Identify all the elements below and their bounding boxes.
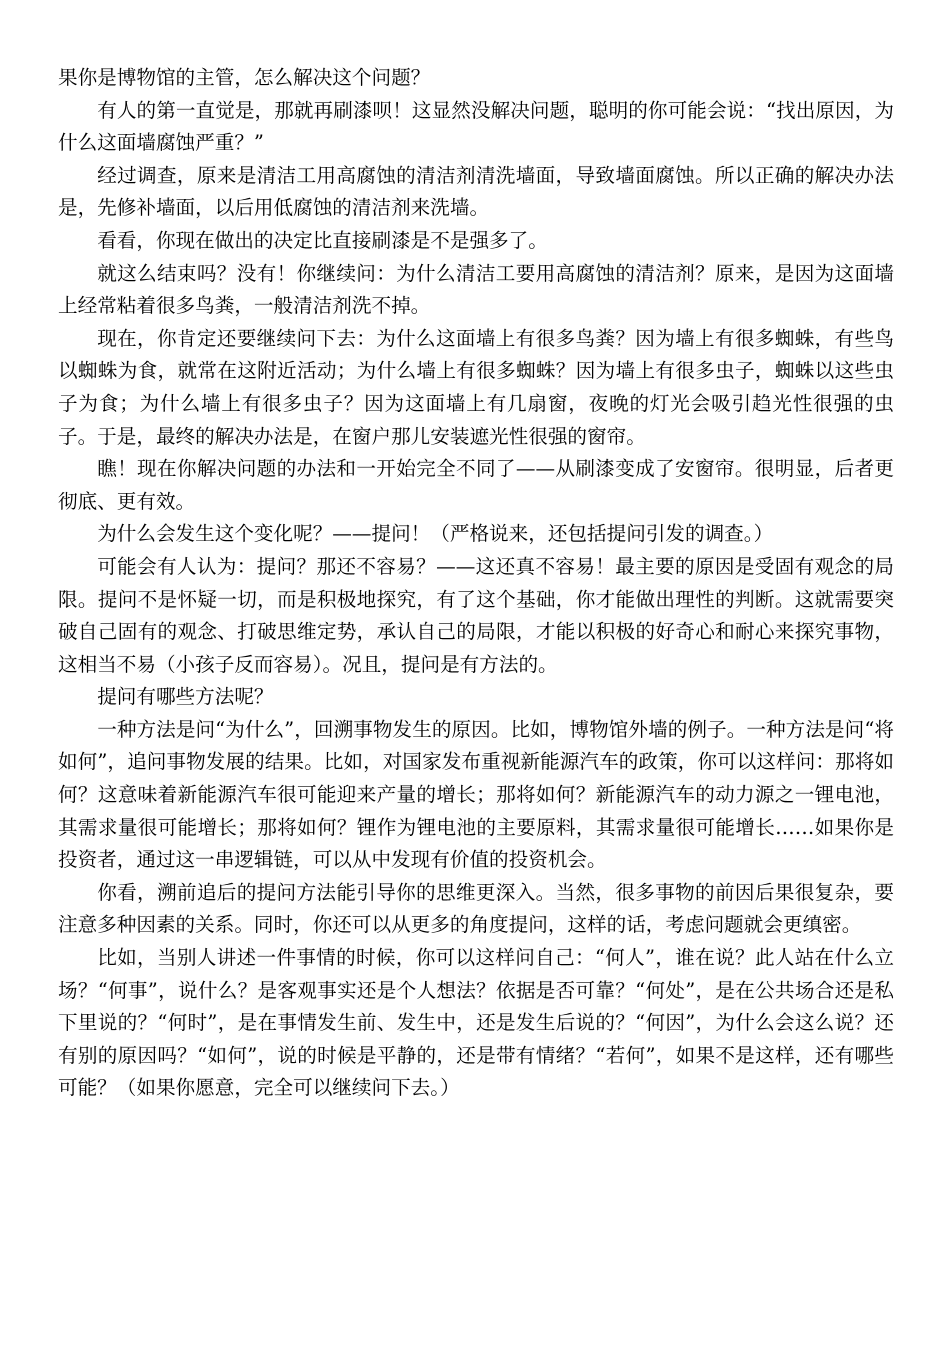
paragraph-4: 看看，你现在做出的决定比直接刷漆是不是强多了。 [97,228,548,252]
paragraph-12: 你看，溯前追后的提问方法能引导你的思维更深入。当然，很多事物的前因后果很复杂，要注意多种因素的关系。同时，你还可以从更多的角度提问，这样的话，考虑问题就会更缜密。 [58,880,894,937]
paragraph-5: 就这么结束吗？没有！你继续问：为什么清洁工要用高腐蚀的清洁剂？原来，是因为这面墙上经常粘着很多鸟粪，一般清洁剂洗不掉。 [58,261,894,318]
paragraph-1: 果你是博物馆的主管，怎么解决这个问题？ [58,66,431,89]
paragraph-13: 比如，当别人讲述一件事情的时候，你可以这样问自己：“何人”，谁在说？此人站在什么立场？“何事”，说什么？是客观事实还是个人想法？依据是否可靠？“何处”，是在公共场合还是私下里说的？“何时”，是在事情发生前、发生中，还是发生后说的？“何因”，为什么会这么说？还有别的原因吗？“如何”，说的时候是平静的，还是带有情绪？“若何”，如果不是这样，还有哪些可能？（如果你愿意，完全可以继续问下去。） [58,946,894,1100]
document-body [58,62,894,1105]
paragraph-9: 可能会有人认为：提问？那还不容易？——这还真不容易！最主要的原因是受固有观念的局限。提问不是怀疑一切，而是积极地探究，有了这个基础，你才能做出理性的判断。这就需要突破自己固有的观念、打破思维定势，承认自己的局限，才能以积极的好奇心和耐心来探究事物，这相当不易（小孩子反而容易）。况且，提问是有方法的。 [58,554,894,676]
paragraph-2: 有人的第一直觉是，那就再刷漆呗！这显然没解决问题，聪明的你可能会说：“找出原因，为什么这面墙腐蚀严重？” [58,98,894,155]
paragraph-6: 现在，你肯定还要继续问下去：为什么这面墙上有很多鸟粪？因为墙上有很多蜘蛛，有些鸟以蜘蛛为食，就常在这附近活动；为什么墙上有很多蜘蛛？因为墙上有很多虫子，蜘蛛以这些虫子为食；为什么墙上有很多虫子？因为这面墙上有几扇窗，夜晚的灯光会吸引趋光性很强的虫子。于是，最终的解决办法是，在窗户那儿安装遮光性很强的窗帘。 [58,326,894,448]
paragraph-10: 提问有哪些方法呢？ [97,685,274,709]
paragraph-11: 一种方法是问“为什么”，回溯事物发生的原因。比如，博物馆外墙的例子。一种方法是问“将如何”，追问事物发展的结果。比如，对国家发布重视新能源汽车的政策，你可以这样问：那将如何？这意味着新能源汽车很可能迎来产量的增长；那将如何？新能源汽车的动力源之一锂电池，其需求量很可能增长；那将如何？锂作为锂电池的主要原料，其需求量很可能增长……如果你是投资者，通过这一串逻辑链，可以从中发现有价值的投资机会。 [58,717,894,872]
paragraph-3: 经过调查，原来是清洁工用高腐蚀的清洁剂清洗墙面，导致墙面腐蚀。所以正确的解决办法是，先修补墙面，以后用低腐蚀的清洁剂来洗墙。 [58,163,894,220]
paragraph-8: 为什么会发生这个变化呢？——提问！（严格说来，还包括提问引发的调查。） [97,522,774,546]
paragraph-7: 瞧！现在你解决问题的办法和一开始完全不同了——从刷漆变成了安窗帘。很明显，后者更彻底、更有效。 [58,457,894,513]
